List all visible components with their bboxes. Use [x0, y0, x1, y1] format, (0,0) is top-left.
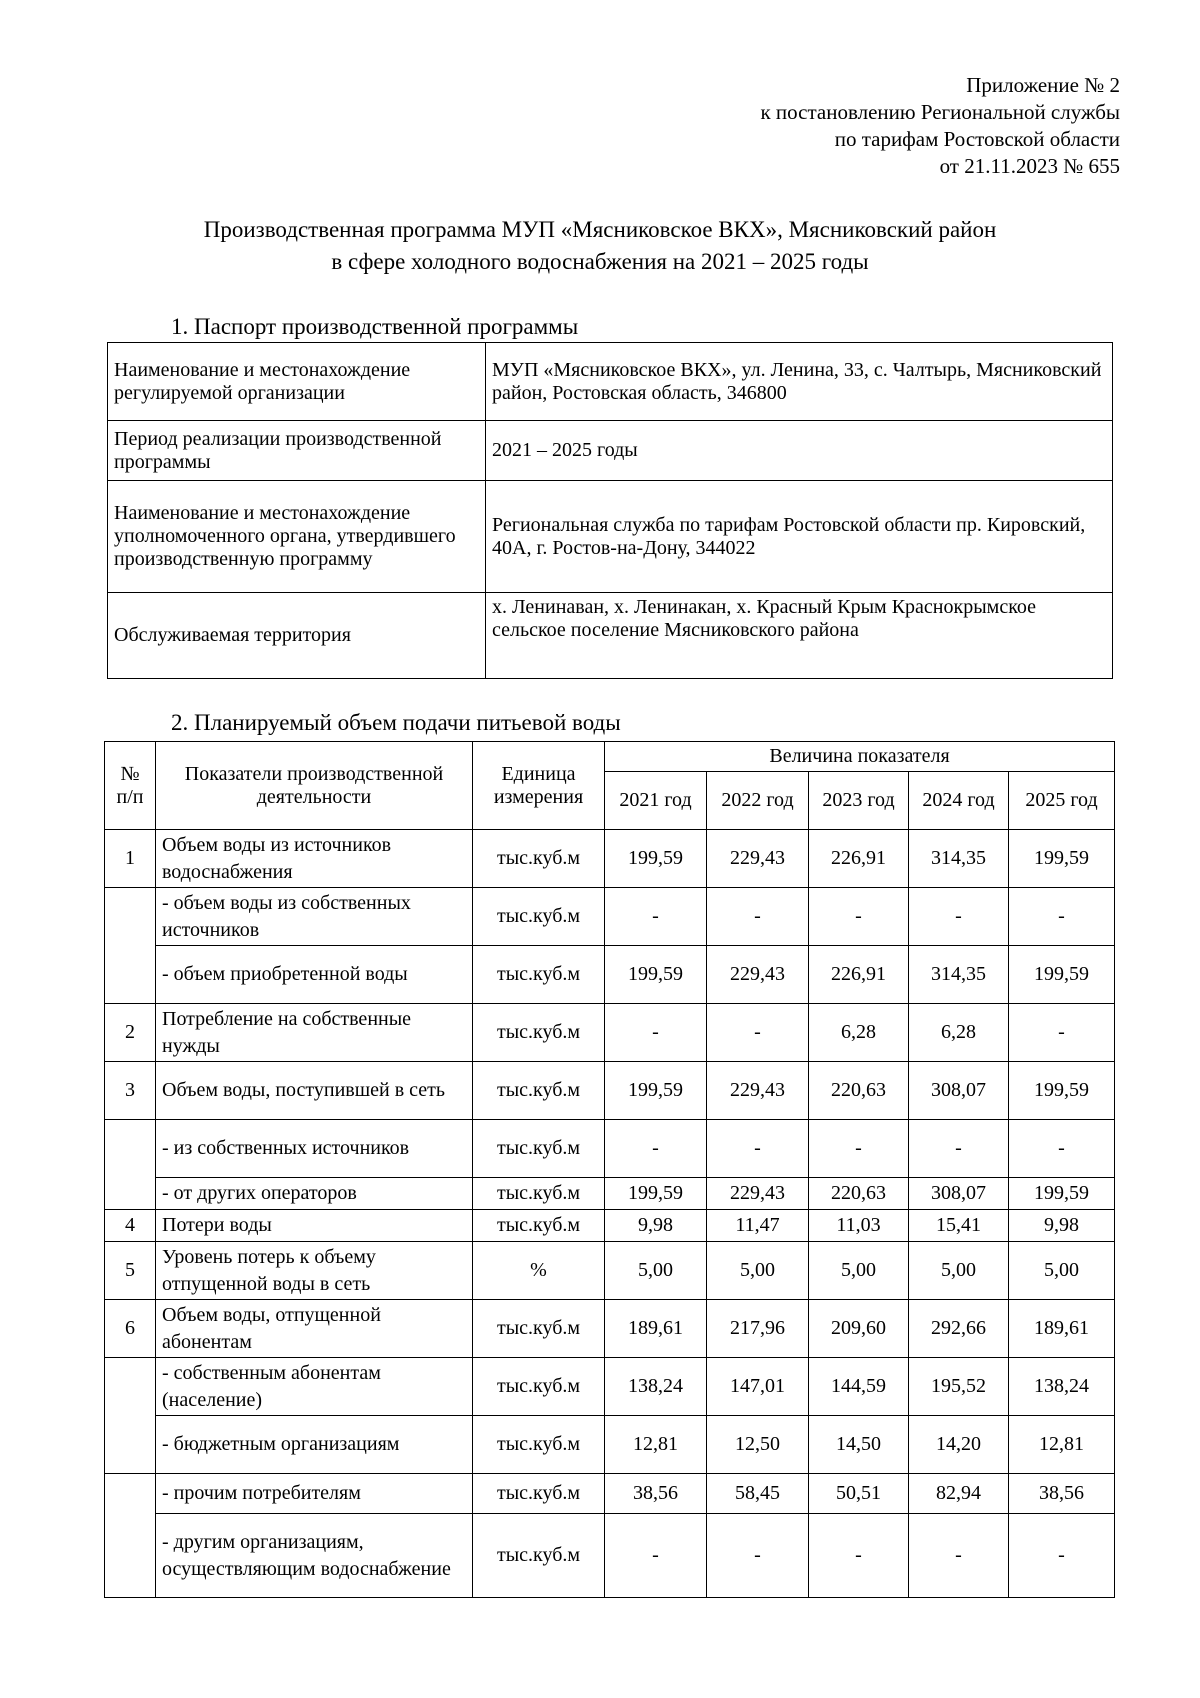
table-row: [105, 1242, 1115, 1300]
value-cell: 82,94: [909, 1474, 1009, 1514]
indicator-name: - от других операторов: [156, 1178, 473, 1210]
indicator-name: - прочим потребителям: [156, 1474, 473, 1514]
section-heading-passport: 1. Паспорт производственной программы: [171, 314, 579, 339]
unit-cell: тыс.куб.м: [473, 1178, 605, 1210]
value-cell: 217,96: [707, 1300, 809, 1358]
indicator-name: - другим организациям, осуществляющим водоснабжение: [156, 1514, 473, 1598]
value-cell: -: [605, 888, 707, 946]
passport-row: [108, 481, 1113, 593]
passport-row: [108, 343, 1113, 421]
value-cell: 138,24: [1009, 1358, 1115, 1416]
indicator-name: Объем воды, отпущенной абонентам: [156, 1300, 473, 1358]
value-cell: -: [1009, 1120, 1115, 1178]
document-title-line: в сфере холодного водоснабжения на 2021 – 2025 годы: [331, 249, 869, 274]
value-cell: 9,98: [1009, 1210, 1115, 1242]
row-number: 5: [105, 1242, 156, 1300]
table-row: [105, 1416, 1115, 1474]
table-row: [105, 1120, 1115, 1178]
value-cell: 229,43: [707, 830, 809, 888]
unit-cell: тыс.куб.м: [473, 1358, 605, 1416]
value-cell: 292,66: [909, 1300, 1009, 1358]
unit-cell: тыс.куб.м: [473, 1210, 605, 1242]
value-cell: 14,50: [809, 1416, 909, 1474]
document-title-line: Производственная программа МУП «Мясниковское ВКХ», Мясниковский район: [203, 217, 997, 242]
unit-cell: тыс.куб.м: [473, 830, 605, 888]
header-year: 2024 год: [909, 772, 1009, 830]
passport-value: х. Ленинаван, х. Ленинакан, х. Красный Крым Краснокрымское сельское поселение Мясниковского района: [486, 593, 1113, 679]
value-cell: -: [809, 1120, 909, 1178]
row-number: 6: [105, 1300, 156, 1358]
header-unit: Единица измерения: [473, 742, 605, 830]
document-title: [60, 214, 1140, 278]
unit-cell: тыс.куб.м: [473, 1004, 605, 1062]
table-row: [105, 1004, 1115, 1062]
value-cell: -: [809, 888, 909, 946]
value-cell: 14,20: [909, 1416, 1009, 1474]
value-cell: 12,81: [1009, 1416, 1115, 1474]
value-cell: 5,00: [605, 1242, 707, 1300]
table-row: [105, 1210, 1115, 1242]
unit-cell: тыс.куб.м: [473, 1062, 605, 1120]
value-cell: 58,45: [707, 1474, 809, 1514]
value-cell: -: [1009, 888, 1115, 946]
appendix-block: [760, 72, 1120, 180]
passport-table: [107, 342, 1113, 679]
water-volume-table: [104, 741, 1115, 1598]
indicator-name: Объем воды, поступившей в сеть: [156, 1062, 473, 1120]
indicator-name: - объем приобретенной воды: [156, 946, 473, 1004]
table-header-row: [105, 742, 1115, 772]
indicator-name: Потребление на собственные нужды: [156, 1004, 473, 1062]
unit-cell: тыс.куб.м: [473, 1300, 605, 1358]
value-cell: 308,07: [909, 1178, 1009, 1210]
value-cell: 5,00: [809, 1242, 909, 1300]
value-cell: -: [909, 1120, 1009, 1178]
row-number: 3: [105, 1062, 156, 1120]
value-cell: 209,60: [809, 1300, 909, 1358]
row-number: [105, 1358, 156, 1474]
value-cell: -: [707, 1514, 809, 1598]
row-number: 2: [105, 1004, 156, 1062]
header-year: 2023 год: [809, 772, 909, 830]
value-cell: 229,43: [707, 1062, 809, 1120]
value-cell: 5,00: [909, 1242, 1009, 1300]
table-row: [105, 830, 1115, 888]
value-cell: 199,59: [605, 830, 707, 888]
table-row: [105, 1514, 1115, 1598]
value-cell: 5,00: [1009, 1242, 1115, 1300]
value-cell: -: [605, 1514, 707, 1598]
value-cell: 199,59: [1009, 830, 1115, 888]
value-cell: 199,59: [1009, 946, 1115, 1004]
indicator-name: - бюджетным организациям: [156, 1416, 473, 1474]
value-cell: 195,52: [909, 1358, 1009, 1416]
header-year: 2022 год: [707, 772, 809, 830]
table-row: [105, 1178, 1115, 1210]
value-cell: 199,59: [605, 946, 707, 1004]
value-cell: 226,91: [809, 830, 909, 888]
indicator-name: Уровень потерь к объему отпущенной воды в сеть: [156, 1242, 473, 1300]
appendix-line: по тарифам Ростовской области: [834, 127, 1120, 151]
value-cell: 38,56: [605, 1474, 707, 1514]
value-cell: 15,41: [909, 1210, 1009, 1242]
value-cell: -: [707, 888, 809, 946]
value-cell: 314,35: [909, 946, 1009, 1004]
indicator-name: Потери воды: [156, 1210, 473, 1242]
value-cell: -: [909, 888, 1009, 946]
value-cell: 147,01: [707, 1358, 809, 1416]
value-cell: -: [809, 1514, 909, 1598]
value-cell: 220,63: [809, 1178, 909, 1210]
header-num: № п/п: [105, 742, 156, 830]
value-cell: 138,24: [605, 1358, 707, 1416]
value-cell: 199,59: [1009, 1062, 1115, 1120]
indicator-name: Объем воды из источников водоснабжения: [156, 830, 473, 888]
value-cell: -: [605, 1004, 707, 1062]
value-cell: 12,81: [605, 1416, 707, 1474]
indicator-name: - объем воды из собственных источников: [156, 888, 473, 946]
value-cell: 11,47: [707, 1210, 809, 1242]
table-row: [105, 1062, 1115, 1120]
passport-row: [108, 421, 1113, 481]
value-cell: 314,35: [909, 830, 1009, 888]
table-row: [105, 946, 1115, 1004]
unit-cell: тыс.куб.м: [473, 1474, 605, 1514]
value-cell: 226,91: [809, 946, 909, 1004]
value-cell: 220,63: [809, 1062, 909, 1120]
passport-value: Региональная служба по тарифам Ростовской области пр. Кировский, 40А, г. Ростов-на-Дону, 344022: [486, 481, 1113, 593]
table-row: [105, 1474, 1115, 1514]
unit-cell: %: [473, 1242, 605, 1300]
row-number: 1: [105, 830, 156, 888]
row-number: [105, 1474, 156, 1598]
table-row: [105, 1300, 1115, 1358]
value-cell: 229,43: [707, 946, 809, 1004]
value-cell: 144,59: [809, 1358, 909, 1416]
value-cell: 229,43: [707, 1178, 809, 1210]
passport-row: [108, 593, 1113, 679]
value-cell: 6,28: [809, 1004, 909, 1062]
passport-key: Период реализации производственной программы: [108, 421, 486, 481]
table-row: [105, 1358, 1115, 1416]
appendix-line: к постановлению Региональной службы: [760, 100, 1120, 124]
passport-value: 2021 – 2025 годы: [486, 421, 1113, 481]
unit-cell: тыс.куб.м: [473, 1514, 605, 1598]
unit-cell: тыс.куб.м: [473, 888, 605, 946]
passport-key: Наименование и местонахождение регулируемой организации: [108, 343, 486, 421]
passport-key: Наименование и местонахождение уполномоченного органа, утвердившего производственную программу: [108, 481, 486, 593]
value-cell: 38,56: [1009, 1474, 1115, 1514]
header-year: 2021 год: [605, 772, 707, 830]
value-cell: 189,61: [605, 1300, 707, 1358]
indicator-name: - собственным абонентам (население): [156, 1358, 473, 1416]
value-cell: 308,07: [909, 1062, 1009, 1120]
unit-cell: тыс.куб.м: [473, 946, 605, 1004]
row-number: 4: [105, 1210, 156, 1242]
value-cell: 199,59: [605, 1178, 707, 1210]
unit-cell: тыс.куб.м: [473, 1120, 605, 1178]
value-cell: 50,51: [809, 1474, 909, 1514]
header-year: 2025 год: [1009, 772, 1115, 830]
value-cell: 12,50: [707, 1416, 809, 1474]
passport-key: Обслуживаемая территория: [108, 593, 486, 679]
header-indicator: Показатели производственной деятельности: [156, 742, 473, 830]
passport-value: МУП «Мясниковское ВКХ», ул. Ленина, 33, с. Чалтырь, Мясниковский район, Ростовская область, 346800: [486, 343, 1113, 421]
value-cell: 9,98: [605, 1210, 707, 1242]
value-cell: 6,28: [909, 1004, 1009, 1062]
appendix-line: Приложение № 2: [966, 73, 1120, 97]
value-cell: -: [707, 1004, 809, 1062]
value-cell: -: [909, 1514, 1009, 1598]
value-cell: 5,00: [707, 1242, 809, 1300]
value-cell: -: [1009, 1514, 1115, 1598]
value-cell: -: [707, 1120, 809, 1178]
value-cell: -: [605, 1120, 707, 1178]
value-cell: 189,61: [1009, 1300, 1115, 1358]
value-cell: 199,59: [1009, 1178, 1115, 1210]
unit-cell: тыс.куб.м: [473, 1416, 605, 1474]
table-row: [105, 888, 1115, 946]
row-number: [105, 1120, 156, 1210]
section-heading-volume: 2. Планируемый объем подачи питьевой воды: [171, 710, 621, 735]
value-cell: 199,59: [605, 1062, 707, 1120]
row-number: [105, 888, 156, 1004]
appendix-line: от 21.11.2023 № 655: [939, 154, 1120, 178]
indicator-name: - из собственных источников: [156, 1120, 473, 1178]
value-cell: -: [1009, 1004, 1115, 1062]
header-value-group: Величина показателя: [605, 742, 1115, 772]
value-cell: 11,03: [809, 1210, 909, 1242]
